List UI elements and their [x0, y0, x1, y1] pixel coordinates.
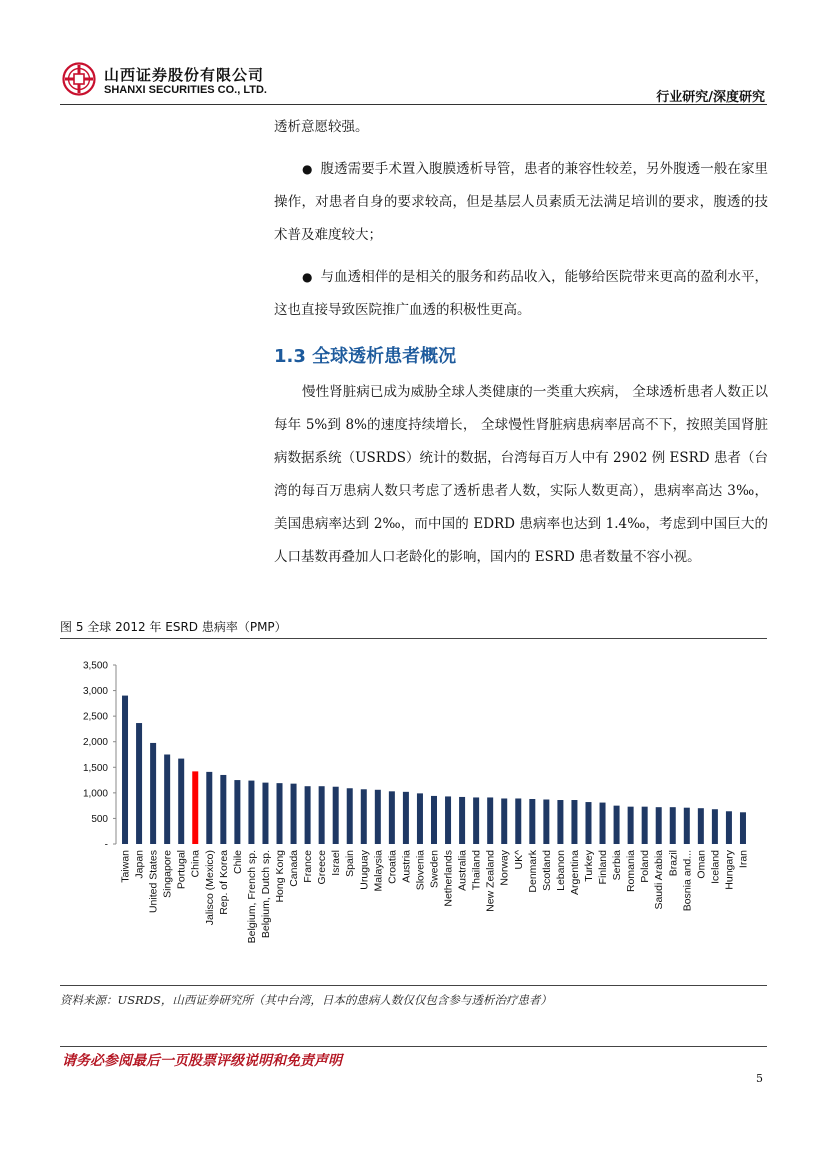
x-tick-label: Netherlands [442, 850, 455, 907]
bar-sweden [431, 796, 437, 844]
figure-bottom-rule [60, 985, 767, 986]
bar-poland [642, 807, 648, 844]
bullet-dot-icon: ● [302, 270, 313, 284]
x-tick-label: Malaysia [372, 850, 385, 892]
bar-netherlands [445, 796, 451, 844]
bullet-dot-icon: ● [302, 162, 313, 176]
x-tick-label: Portugal [175, 850, 188, 890]
bar-norway [501, 798, 507, 844]
page-number: 5 [756, 1072, 763, 1085]
x-tick-label: Thailand [470, 850, 483, 891]
figure-title: 图 5 全球 2012 年 ESRD 患病率（PMP） [60, 620, 287, 634]
x-tick-label: Japan [133, 850, 146, 879]
x-tick-label: Croatia [386, 850, 399, 884]
bar-jalisco-mexico- [206, 772, 212, 844]
x-tick-label: Argentina [568, 850, 581, 895]
x-tick-label: Iceland [709, 850, 722, 884]
bar-hong-kong [277, 783, 283, 844]
x-tick-label: Lebanon [554, 850, 567, 891]
x-tick-label: Slovenia [414, 850, 427, 891]
bar-belgium-french-sp- [248, 781, 254, 844]
y-tick-label: 2,000 [82, 737, 108, 749]
x-tick-label: New Zealand [484, 850, 497, 912]
bar-finland [600, 803, 606, 844]
bar-israel [333, 787, 339, 844]
y-tick-label: 3,500 [82, 660, 108, 672]
bar-belgium-dutch-sp- [262, 783, 268, 844]
bar-romania [628, 807, 634, 844]
x-tick-label: Hungary [723, 850, 736, 890]
esrd-bar-chart [60, 648, 767, 983]
x-tick-label: Norway [498, 850, 511, 886]
x-tick-label: Hong Kong [274, 850, 287, 903]
y-tick-label: 1,000 [82, 788, 108, 800]
bar-spain [347, 788, 353, 844]
figure-source: 资料来源：USRDS，山西证券研究所（其中台湾，日本的患病人数仅仅包含参与透析治疗患者） [60, 993, 552, 1007]
x-tick-label: Serbia [611, 850, 624, 881]
bar-china [192, 771, 198, 844]
x-tick-label: United States [147, 850, 160, 914]
bar-iceland [712, 809, 718, 844]
bullet-item [274, 153, 768, 252]
disclaimer-text: 请务必参阅最后一页股票评级说明和免责声明 [62, 1053, 342, 1069]
bar-austria [403, 792, 409, 844]
bar-oman [698, 808, 704, 844]
x-tick-label: Uruguay [358, 850, 371, 890]
bar-canada [291, 784, 297, 844]
figure-top-rule [60, 638, 767, 639]
x-tick-label: Jalisco (Mexico) [203, 850, 216, 926]
x-tick-label: Spain [344, 850, 357, 877]
bar-turkey [585, 802, 591, 844]
x-tick-label: Belgium, French sp. [245, 850, 258, 944]
bar-bosnia-and- [684, 808, 690, 844]
bar-denmark [529, 799, 535, 844]
y-tick-label: 500 [91, 813, 108, 825]
y-tick-label: 1,500 [82, 762, 108, 774]
y-tick-label: 2,500 [82, 711, 108, 723]
x-tick-label: Greece [316, 850, 329, 885]
x-tick-label: Scotland [540, 850, 553, 891]
bar-hungary [726, 811, 732, 844]
bar-uruguay [361, 789, 367, 844]
bullet-text: 与血透相伴的是相关的服务和药品收入，能够给医院带来更高的盈利水平，这也直接导致医院推广血透的积极性更高。 [274, 269, 769, 318]
bullet-text: 腹透需要手术置入腹膜透析导管，患者的兼容性较差，另外腹透一般在家里操作，对患者自身的要求较高，但是基层人员素质无法满足培训的要求，腹透的技术普及难度较大； [274, 161, 769, 243]
x-tick-label: Poland [639, 850, 652, 883]
bar-japan [136, 723, 142, 844]
bar-chile [234, 780, 240, 844]
x-tick-label: Bosnia and... [681, 850, 694, 912]
paragraph-continuation: 透析意愿较强。 [274, 119, 369, 135]
footer-divider [60, 1046, 767, 1047]
bar-croatia [389, 791, 395, 844]
x-tick-label: Romania [625, 850, 638, 893]
x-tick-label: Rep. of Korea [217, 850, 230, 915]
paragraph-body: 慢性肾脏病已成为威胁全球人类健康的一类重大疾病， 全球透析患者人数正以每年 5%到 8%的速度持续增长， 全球慢性肾脏病患病率居高不下，按照美国肾脏病数据系统（USRDS）统计的数据，台湾每百万人中有 2902 例 ESRD 患者（台湾的每百万患病人数只考虑了透析患者人数，实际人数更高），患病率高达 3‰，美国患病率达到 2‰，而中国的 EDRD 患病率也达到 1.4‰，考虑到中国巨大的人口基数再叠加人口老龄化的影响，国内的 ESRD 患者数量不容小视。 [274, 384, 768, 565]
section-title: 1.3 全球透析患者概况 [274, 346, 457, 367]
x-tick-label: Israel [330, 850, 343, 876]
bar-thailand [473, 797, 479, 844]
bar-malaysia [375, 790, 381, 844]
bar-saudi-arabia [656, 807, 662, 844]
x-tick-label: Iran [737, 850, 750, 869]
y-tick-label: 3,000 [82, 686, 108, 698]
bar-new-zealand [487, 797, 493, 844]
x-tick-label: Canada [288, 850, 301, 887]
bar-uk- [515, 798, 521, 844]
company-name-en: SHANXI SECURITIES CO., LTD. [104, 84, 267, 96]
x-tick-label: Oman [695, 850, 708, 879]
x-tick-label: France [302, 850, 315, 883]
bar-brazil [670, 807, 676, 844]
header-divider [60, 104, 767, 105]
bar-argentina [571, 800, 577, 844]
x-tick-label: Singapore [161, 850, 174, 898]
x-tick-label: Denmark [526, 850, 539, 893]
bar-serbia [614, 806, 620, 844]
x-tick-label: Australia [456, 850, 469, 891]
bar-slovenia [417, 793, 423, 844]
bar-singapore [164, 755, 170, 845]
company-name-cn: 山西证券股份有限公司 [104, 66, 265, 84]
bullet-item [274, 261, 768, 327]
bar-lebanon [557, 800, 563, 844]
bar-france [305, 786, 311, 844]
x-tick-label: Taiwan [119, 850, 132, 883]
bar-scotland [543, 800, 549, 844]
x-tick-label: Austria [400, 850, 413, 883]
bar-australia [459, 797, 465, 844]
bar-rep-of-korea [220, 775, 226, 844]
x-tick-label: Belgium, Dutch sp. [259, 850, 272, 939]
bar-taiwan [122, 696, 128, 844]
x-tick-label: Brazil [667, 850, 680, 877]
x-tick-label: Saudi Arabia [653, 850, 666, 910]
bar-united-states [150, 743, 156, 844]
bar-greece [319, 786, 325, 844]
x-tick-label: China [189, 850, 202, 878]
x-tick-label: Sweden [428, 850, 441, 888]
y-tick-label: - [104, 839, 108, 851]
x-tick-label: Chile [231, 850, 244, 874]
x-tick-label: Finland [597, 850, 610, 885]
bar-iran [740, 812, 746, 844]
bar-portugal [178, 759, 184, 844]
report-type: 行业研究/深度研究 [656, 90, 765, 105]
x-tick-label: Turkey [582, 850, 595, 882]
x-tick-label: UK^ [512, 850, 525, 870]
company-logo-icon [62, 62, 96, 96]
